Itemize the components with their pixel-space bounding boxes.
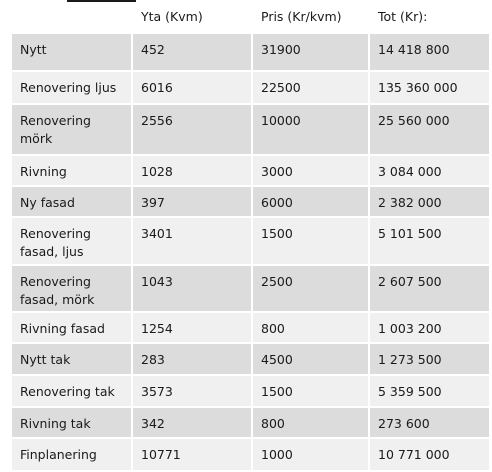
header-row: [11, 3, 490, 33]
cell-category: Renovering fasad, ljus: [11, 217, 132, 265]
cell-price: 1500: [252, 217, 369, 265]
cell-area: 1254: [132, 312, 252, 343]
cell-category: Nytt tak: [11, 343, 132, 375]
cell-total: 273 600: [369, 407, 490, 438]
cell-category: Rivning fasad: [11, 312, 132, 343]
header-cell-area: Yta (Kvm): [132, 3, 252, 33]
cell-total: 1 273 500: [369, 343, 490, 375]
cell-price: 4500: [252, 343, 369, 375]
table-row: [11, 343, 490, 375]
table-row: [11, 186, 490, 217]
cell-total: 10 771 000: [369, 438, 490, 471]
table-row: [11, 375, 490, 407]
cell-price: 22500: [252, 71, 369, 104]
cost-table: [10, 3, 491, 472]
cell-area: 397: [132, 186, 252, 217]
cell-area: 3401: [132, 217, 252, 265]
cell-category: Nytt: [11, 33, 132, 71]
cell-area: 1043: [132, 265, 252, 312]
cell-category: Finplanering: [11, 438, 132, 471]
cell-price: 800: [252, 407, 369, 438]
cell-total: 1 003 200: [369, 312, 490, 343]
table-row: [11, 217, 490, 265]
cell-price: 31900: [252, 33, 369, 71]
cell-total: 2 607 500: [369, 265, 490, 312]
header-cell-price: Pris (Kr/kvm): [252, 3, 369, 33]
header-cell-category: [11, 3, 132, 33]
cell-total: 5 101 500: [369, 217, 490, 265]
cell-category: Ny fasad: [11, 186, 132, 217]
cell-price: 10000: [252, 104, 369, 155]
cell-total: 135 360 000: [369, 71, 490, 104]
cell-area: 3573: [132, 375, 252, 407]
cell-category: Rivning tak: [11, 407, 132, 438]
cell-area: 10771: [132, 438, 252, 471]
table-row: [11, 438, 490, 471]
cell-category: Rivning: [11, 155, 132, 186]
cell-area: 283: [132, 343, 252, 375]
cell-area: 6016: [132, 71, 252, 104]
cell-area: 1028: [132, 155, 252, 186]
table-row: [11, 104, 490, 155]
cell-price: 800: [252, 312, 369, 343]
table-row: [11, 407, 490, 438]
cell-category: Renovering fasad, mörk: [11, 265, 132, 312]
header-cell-total: Tot (Kr):: [369, 3, 490, 33]
table-row: [11, 265, 490, 312]
cell-total: 25 560 000: [369, 104, 490, 155]
cell-area: 342: [132, 407, 252, 438]
cell-total: 2 382 000: [369, 186, 490, 217]
cell-category: Renovering ljus: [11, 71, 132, 104]
top-underline-fragment: [67, 0, 136, 2]
cell-category: Renovering mörk: [11, 104, 132, 155]
cell-area: 452: [132, 33, 252, 71]
cell-price: 1000: [252, 438, 369, 471]
cell-price: 6000: [252, 186, 369, 217]
cell-total: 5 359 500: [369, 375, 490, 407]
table-row: [11, 71, 490, 104]
cell-category: Renovering tak: [11, 375, 132, 407]
cell-area: 2556: [132, 104, 252, 155]
table-row: [11, 312, 490, 343]
cell-price: 2500: [252, 265, 369, 312]
cell-price: 3000: [252, 155, 369, 186]
cell-total: 14 418 800: [369, 33, 490, 71]
cell-total: 3 084 000: [369, 155, 490, 186]
table-row: [11, 33, 490, 71]
cell-price: 1500: [252, 375, 369, 407]
table-row: [11, 155, 490, 186]
